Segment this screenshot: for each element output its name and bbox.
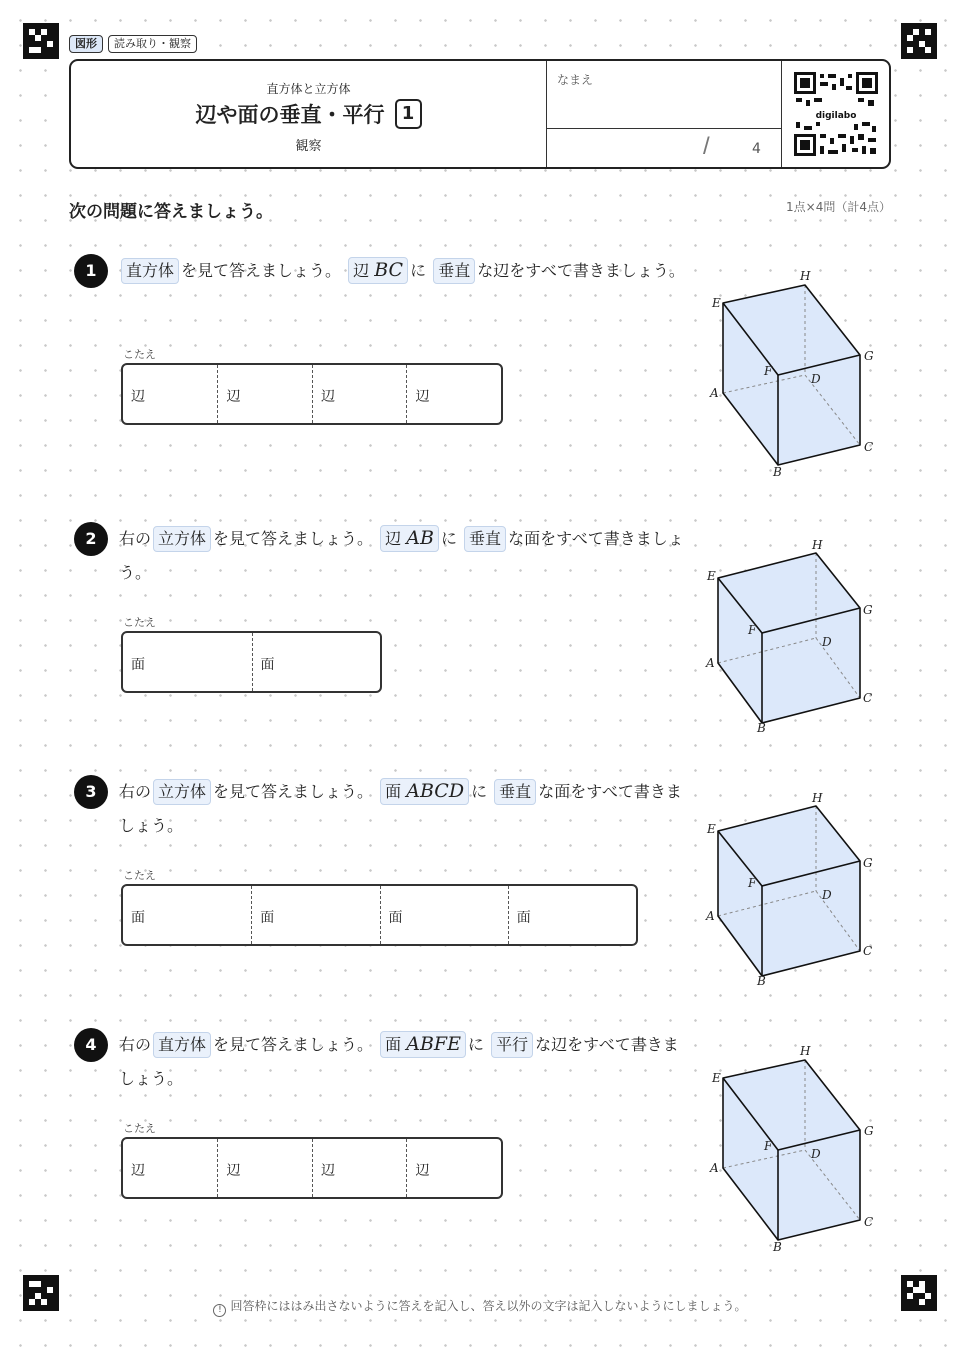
info-icon: ! bbox=[213, 1304, 226, 1317]
answer-cell[interactable] bbox=[123, 1139, 217, 1197]
answer-cell[interactable] bbox=[312, 1139, 407, 1197]
answer-label: こたえ bbox=[123, 616, 156, 629]
cuboid-diagram bbox=[700, 1040, 890, 1255]
face-name: ABCD bbox=[406, 780, 465, 802]
vertex-label: D bbox=[811, 372, 821, 386]
vertex-label: E bbox=[707, 822, 716, 836]
question-text bbox=[119, 522, 694, 590]
answer-cell[interactable] bbox=[123, 886, 251, 944]
edge-name: AB bbox=[406, 527, 434, 549]
answer-cell[interactable] bbox=[217, 1139, 312, 1197]
score-total: 4 bbox=[752, 141, 761, 157]
answer-box[interactable] bbox=[121, 631, 382, 693]
qr-code-icon bbox=[782, 61, 889, 167]
vertex-label: G bbox=[864, 349, 874, 363]
vertex-label: G bbox=[864, 1124, 874, 1138]
cell-prefix: 辺 bbox=[226, 1163, 241, 1179]
page-title-text: 辺や面の垂直・平行 bbox=[195, 103, 385, 127]
corner-marker-icon bbox=[901, 23, 937, 59]
face-label: 面 bbox=[385, 782, 402, 801]
vertex-label: E bbox=[712, 1071, 721, 1085]
keyword-chip: 立方体 bbox=[153, 526, 211, 552]
vertex-label: G bbox=[863, 856, 873, 870]
cell-prefix: 面 bbox=[260, 657, 275, 673]
edge-label: 辺 bbox=[385, 529, 402, 548]
question-text bbox=[119, 254, 694, 288]
answer-cell[interactable] bbox=[406, 1139, 501, 1197]
answer-cell[interactable] bbox=[123, 633, 252, 691]
question-text-part: な面をすべて書きましょう。 bbox=[119, 529, 684, 582]
footer-text: 回答枠にははみ出さないように答えを記入し、答え以外の文字は記入しないようにしましょう。 bbox=[230, 1299, 747, 1313]
question-text bbox=[119, 1028, 694, 1096]
vertex-label: C bbox=[863, 691, 873, 705]
keyword-chip: 垂直 bbox=[464, 526, 506, 552]
question-number: 4 bbox=[74, 1028, 108, 1062]
vertex-label: H bbox=[800, 269, 811, 283]
corner-marker-icon bbox=[23, 23, 59, 59]
edge-label: 辺 bbox=[353, 261, 370, 280]
vertex-label: B bbox=[773, 465, 782, 479]
question-text-part: を見て答えましょう。 bbox=[213, 1035, 374, 1054]
question-text-part: に bbox=[471, 782, 488, 801]
cell-prefix: 辺 bbox=[320, 389, 335, 405]
vertex-label: A bbox=[706, 909, 715, 923]
question-text-part: な辺をすべて書きましょう。 bbox=[119, 1035, 679, 1088]
points-note: 1点×4問（計4点） bbox=[786, 200, 891, 214]
question-text-part: に bbox=[468, 1035, 485, 1054]
vertex-label: B bbox=[757, 974, 766, 988]
question-text-part: な面をすべて書きましょう。 bbox=[119, 782, 682, 835]
answer-label: こたえ bbox=[123, 348, 156, 361]
question-text-part: を見て答えましょう。 bbox=[181, 261, 342, 280]
question-number: 2 bbox=[74, 522, 108, 556]
name-label: なまえ bbox=[557, 73, 594, 87]
answer-cell[interactable] bbox=[312, 365, 407, 423]
keyword-chip: 立方体 bbox=[153, 779, 211, 805]
answer-box[interactable] bbox=[121, 884, 638, 946]
answer-cell[interactable] bbox=[508, 886, 636, 944]
vertex-label: E bbox=[707, 569, 716, 583]
vertex-label: B bbox=[773, 1240, 782, 1254]
vertex-label: H bbox=[800, 1044, 811, 1058]
question-text-part: を見て答えましょう。 bbox=[213, 529, 374, 548]
answer-cell[interactable] bbox=[252, 633, 381, 691]
cell-prefix: 面 bbox=[260, 910, 275, 926]
edge-name: BC bbox=[374, 259, 404, 281]
page-title bbox=[71, 99, 546, 129]
answer-box[interactable] bbox=[121, 1137, 503, 1199]
edge-chip bbox=[380, 525, 439, 552]
vertex-label: H bbox=[812, 791, 823, 805]
category-label: 観察 bbox=[295, 139, 322, 154]
vertex-label: F bbox=[764, 364, 773, 378]
question-number: 1 bbox=[74, 254, 108, 288]
answer-label: こたえ bbox=[123, 869, 156, 882]
answer-label: こたえ bbox=[123, 1122, 156, 1135]
tag-list bbox=[69, 35, 197, 53]
keyword-chip: 垂直 bbox=[494, 779, 536, 805]
question-text-part: 右の bbox=[119, 529, 152, 548]
worksheet-header bbox=[69, 59, 891, 169]
question-text-part: 右の bbox=[119, 1035, 152, 1054]
footer-note bbox=[0, 1297, 960, 1317]
vertex-label: C bbox=[864, 440, 874, 454]
keyword-chip: 直方体 bbox=[121, 258, 179, 284]
keyword-chip: 垂直 bbox=[433, 258, 475, 284]
sheet-number: 1 bbox=[395, 99, 422, 129]
keyword-chip: 直方体 bbox=[153, 1032, 211, 1058]
question-text-part: 右の bbox=[119, 782, 152, 801]
vertex-label: F bbox=[748, 876, 757, 890]
tag-category: 図形 bbox=[69, 35, 103, 53]
vertex-label: B bbox=[757, 721, 766, 735]
title-area bbox=[71, 61, 546, 167]
vertex-label: A bbox=[710, 1161, 719, 1175]
vertex-label: F bbox=[748, 623, 757, 637]
answer-cell[interactable] bbox=[251, 886, 379, 944]
vertex-label: G bbox=[863, 603, 873, 617]
cell-prefix: 面 bbox=[131, 657, 145, 673]
vertex-label: C bbox=[864, 1215, 874, 1229]
score-slash: / bbox=[703, 133, 710, 160]
vertex-label: A bbox=[706, 656, 715, 670]
vertex-label: C bbox=[863, 944, 873, 958]
instruction-text: 次の問題に答えましょう。 bbox=[69, 202, 273, 222]
unit-subtitle: 直方体と立方体 bbox=[266, 82, 351, 96]
cell-prefix: 面 bbox=[516, 910, 531, 926]
vertex-label: D bbox=[811, 1147, 821, 1161]
cube-diagram bbox=[700, 788, 890, 988]
cuboid-diagram bbox=[700, 265, 890, 480]
question-number: 3 bbox=[74, 775, 108, 809]
answer-cell[interactable] bbox=[217, 365, 312, 423]
vertex-label: H bbox=[812, 538, 823, 552]
vertex-label: F bbox=[764, 1139, 773, 1153]
answer-cell[interactable] bbox=[123, 365, 217, 423]
cell-prefix: 面 bbox=[131, 910, 145, 926]
edge-chip bbox=[348, 257, 408, 284]
cell-prefix: 辺 bbox=[131, 1163, 145, 1179]
question-text-part: に bbox=[410, 261, 427, 280]
question-text-part: を見て答えましょう。 bbox=[213, 782, 374, 801]
vertex-label: D bbox=[822, 888, 832, 902]
question-text bbox=[119, 775, 694, 843]
divider bbox=[547, 128, 781, 129]
answer-cell[interactable] bbox=[406, 365, 501, 423]
cell-prefix: 辺 bbox=[415, 389, 430, 405]
vertex-label: E bbox=[712, 296, 721, 310]
question-text-part: に bbox=[440, 529, 457, 548]
tag-skill: 読み取り・観察 bbox=[108, 35, 197, 53]
cell-prefix: 辺 bbox=[226, 389, 241, 405]
answer-cell[interactable] bbox=[380, 886, 508, 944]
cell-prefix: 辺 bbox=[131, 389, 145, 405]
face-chip bbox=[380, 1031, 466, 1058]
vertex-label: A bbox=[710, 386, 719, 400]
cell-prefix: 面 bbox=[388, 910, 403, 926]
cell-prefix: 辺 bbox=[415, 1163, 430, 1179]
cell-prefix: 辺 bbox=[320, 1163, 335, 1179]
cube-diagram bbox=[700, 535, 890, 735]
name-field[interactable] bbox=[546, 61, 782, 167]
keyword-chip: 平行 bbox=[491, 1032, 533, 1058]
vertex-label: D bbox=[822, 635, 832, 649]
answer-box[interactable] bbox=[121, 363, 503, 425]
face-name: ABFE bbox=[406, 1033, 461, 1055]
qr-code-label: digilabo bbox=[815, 111, 856, 121]
face-chip bbox=[380, 778, 469, 805]
question-text-part: な辺をすべて書きましょう。 bbox=[477, 261, 685, 280]
face-label: 面 bbox=[385, 1035, 402, 1054]
